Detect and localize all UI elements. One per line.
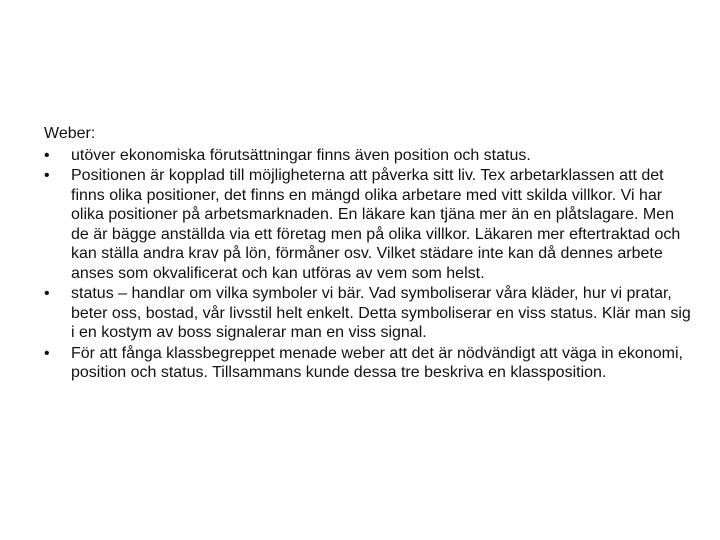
- list-item: [44, 284, 694, 343]
- list-item: [44, 146, 694, 166]
- bullet-marker: •: [44, 146, 50, 164]
- bullet-list: [44, 146, 694, 383]
- bullet-marker: •: [44, 344, 50, 362]
- bullet-text: utöver ekonomiska förutsättningar finns även position och status.: [71, 146, 531, 164]
- bullet-text: För att fånga klassbegreppet menade weber att det är nödvändigt att väga in ekonomi, position och status. Tillsammans kunde dessa tre beskriva en klassposition.: [71, 344, 683, 381]
- bullet-text: status – handlar om vilka symboler vi bär. Vad symboliserar våra kläder, hur vi pratar, beter oss, bostad, vår livsstil helt enkelt. Detta symboliserar en viss status. Klär man sig i en kostym av boss signalerar man en viss signal.: [71, 285, 691, 341]
- list-item: [44, 166, 694, 283]
- bullet-marker: •: [44, 285, 50, 302]
- slide-content: [44, 124, 694, 384]
- bullet-text: Positionen är kopplad till möjligheterna att påverka sitt liv. Tex arbetarklassen att det finns olika positioner, det finns en mängd olika arbetare med vitt skilda villkor. Vi har olika positioner på arbetsmarknaden. En läkare kan tjäna mer än en plåtslagare. Men de är bägge anställda via ett företag men på olika villkor. Läkaren mer eftertraktad och kan ställa andra krav på lön, förmåner osv. Vilket städare inte kan då dennes arbete anses som okvalificerat och kan utföras av vem som helst.: [71, 167, 681, 282]
- slide-heading: Weber:: [44, 125, 96, 142]
- bullet-marker: •: [44, 167, 50, 184]
- list-item: [44, 344, 694, 383]
